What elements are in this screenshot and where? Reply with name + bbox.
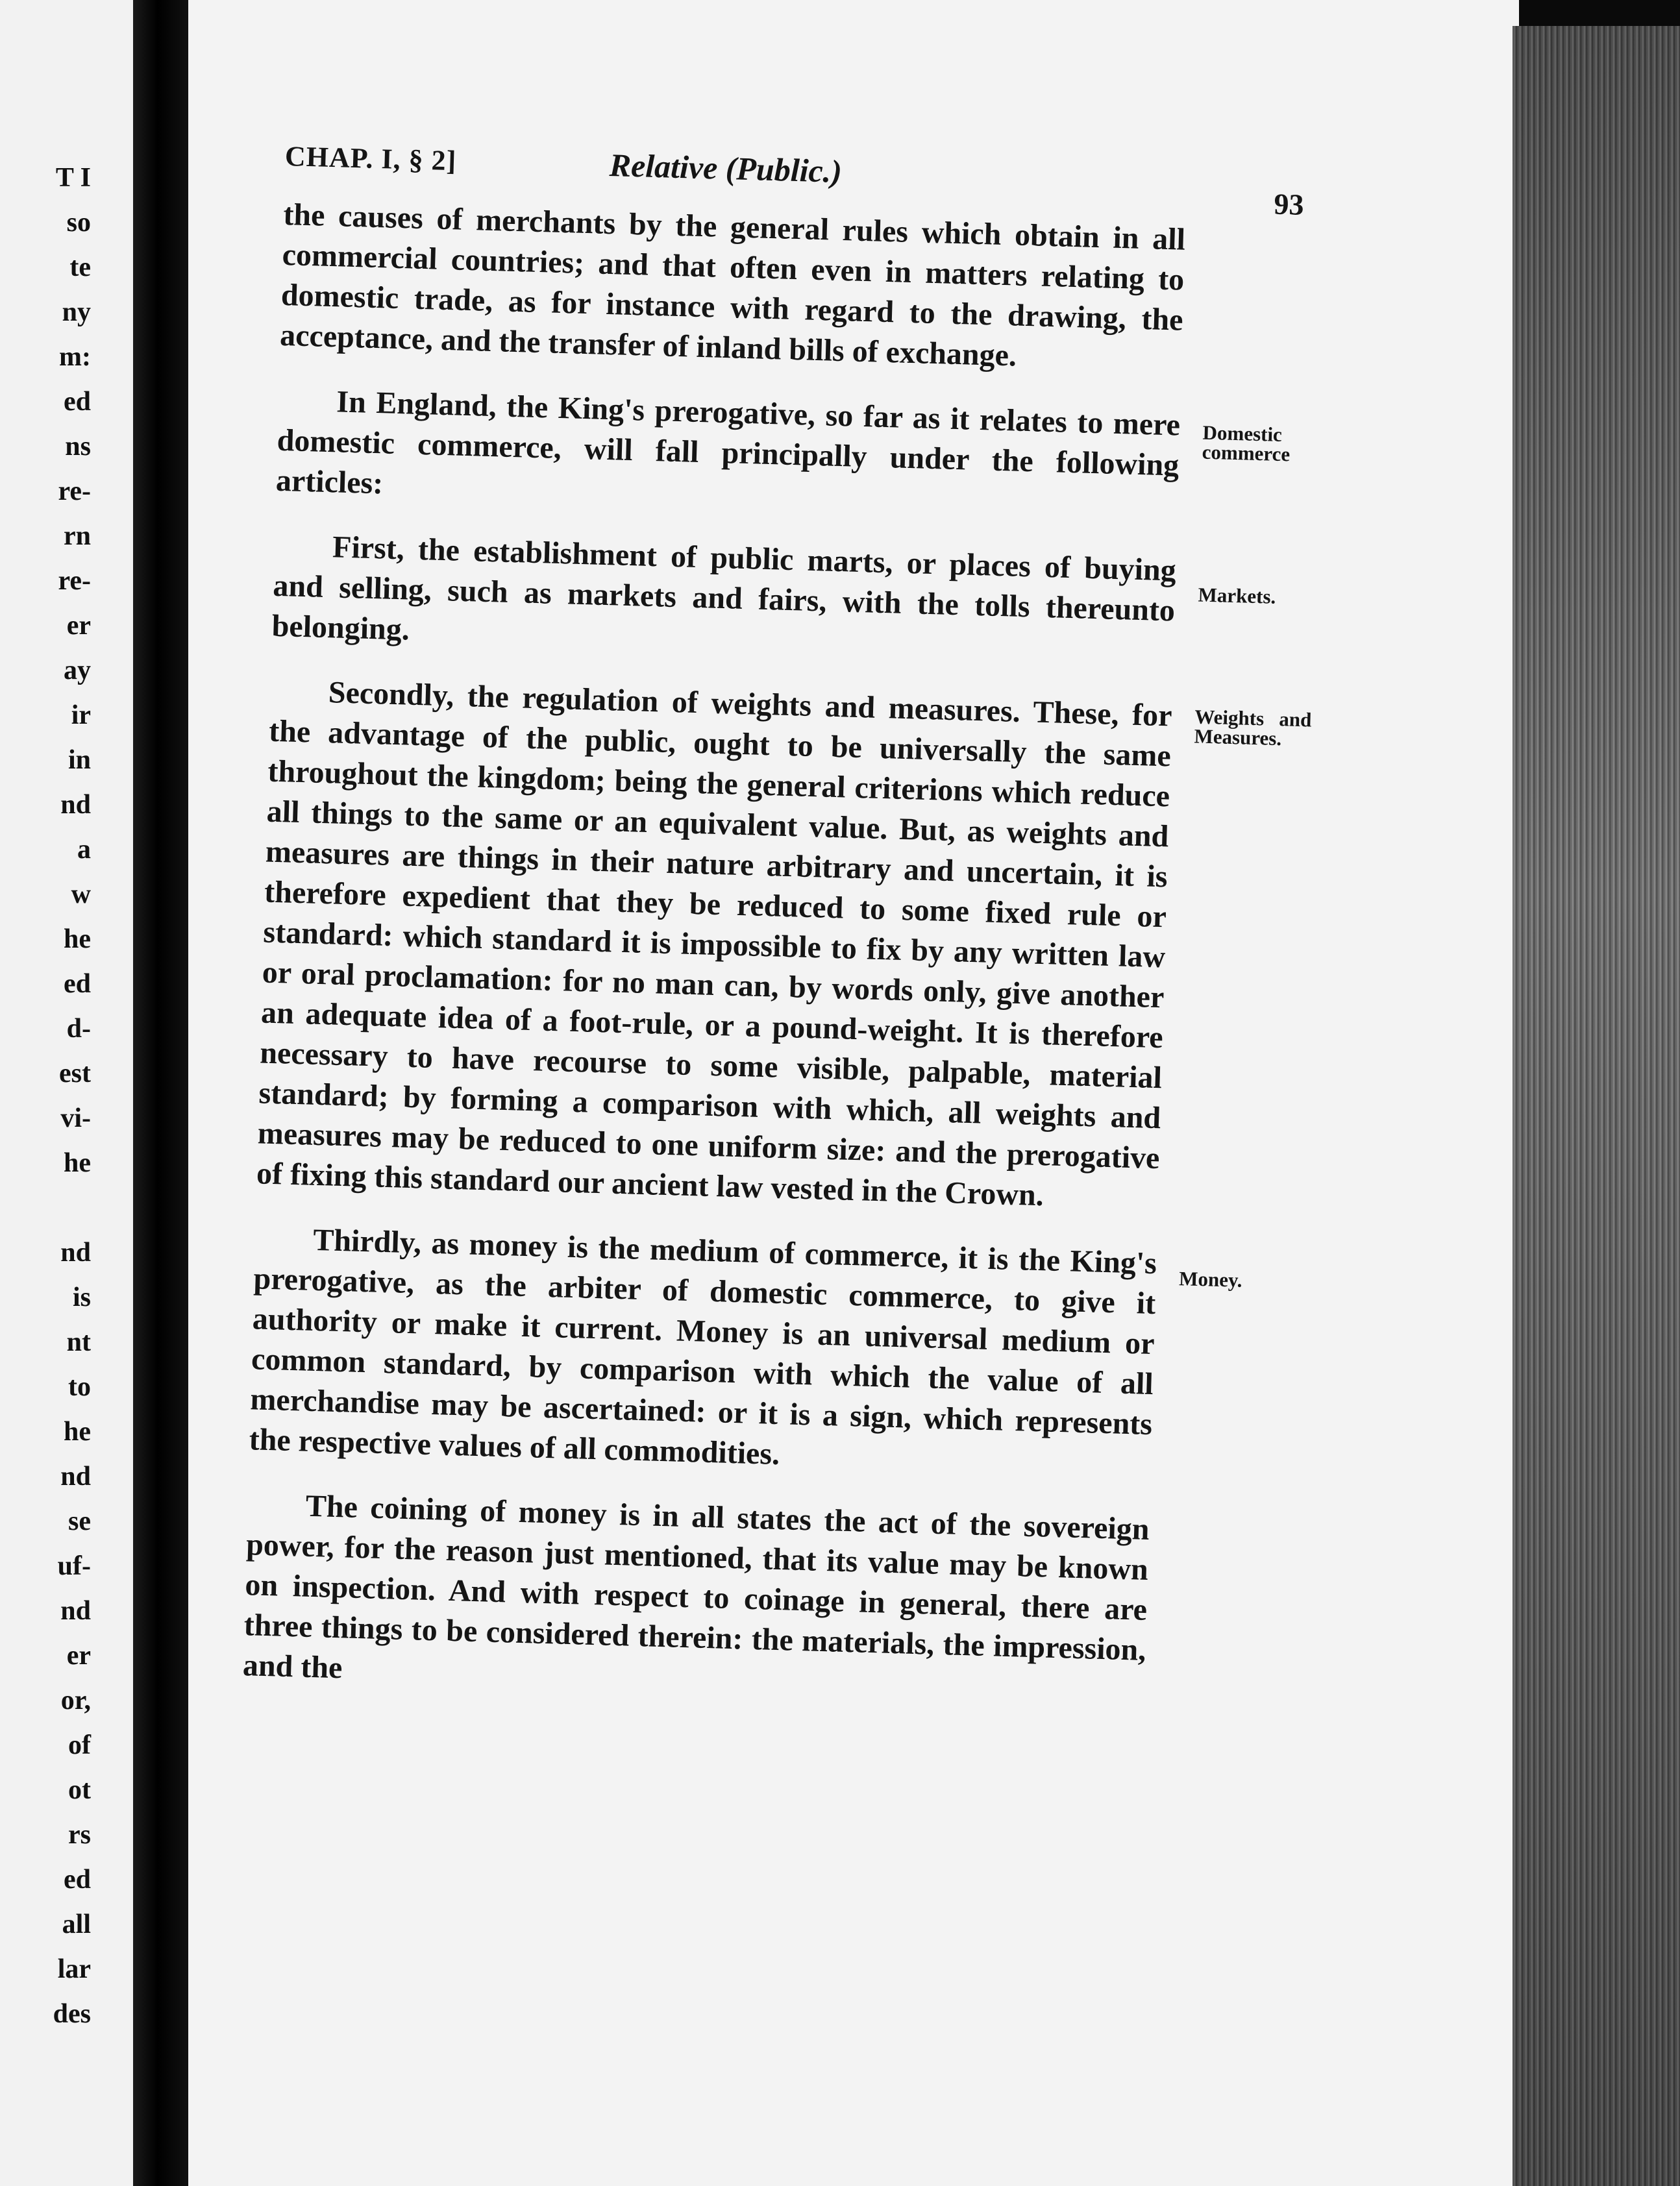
left-page-fragment: d- bbox=[66, 1014, 91, 1044]
page-number: 93 bbox=[1273, 187, 1305, 221]
left-page-fragment: lar bbox=[57, 1954, 91, 1984]
paragraph-text: The coining of money is in all states the act of the sovereign power, for the reason just mentioned, that its value may be known on inspection. And with respect to coinage in general, there are three things to be considered therein: the materials, the impression, and the bbox=[242, 1488, 1150, 1686]
left-page-fragment: so bbox=[66, 208, 91, 238]
left-page-fragment: vi- bbox=[60, 1103, 91, 1133]
paragraph bbox=[279, 195, 1185, 381]
paragraph bbox=[256, 671, 1312, 1219]
left-page-fragment: est bbox=[59, 1059, 91, 1088]
book-gutter bbox=[133, 0, 188, 2186]
paragraph-text: Secondly, the regulation of weights and measures. These, for the advantage of the public, ought to be universally the same throughout the kingdom; being the general criterions which reduce all things to the same or an equivalent value. But, as weights and measures are things in their nature arbitrary and uncertain, it is therefore expedient that they be reduced to some fixed rule or standard: which standard it is impossible to fix by any written law or oral proclamation: for no man can, by words only, give another an adequate idea of a foot-rule, or a pound-weight. It is therefore necessary to have recourse to some visible, palpable, material standard; by forming a comparison with which, all weights and measures may be reduced to one uniform size: and the prerogative of fixing this standard our ancient law vested in the Crown. bbox=[256, 675, 1173, 1213]
paragraph bbox=[242, 1484, 1150, 1711]
book-fore-edge-shade bbox=[1513, 26, 1680, 2186]
left-page-fragment: T I bbox=[55, 163, 91, 193]
paragraph bbox=[271, 526, 1276, 672]
left-page-fragment: ot bbox=[68, 1775, 91, 1805]
left-page-fragment: all bbox=[62, 1910, 91, 1939]
left-page-fragment: he bbox=[64, 1148, 91, 1178]
left-page-fragment: nd bbox=[60, 790, 91, 820]
left-page-fragment: is bbox=[72, 1283, 91, 1312]
left-page-fragment: he bbox=[64, 1417, 91, 1447]
left-page-fragment: ns bbox=[65, 432, 91, 461]
paragraph-text: the causes of merchants by the general rules which obtain in all commercial countries; and that often even in matters relating to domestic trade, as for instance with regard to the drawing, the acceptance, and the transfer of inland bills of exchange. bbox=[279, 197, 1186, 373]
margin-note-domestic-commerce: Domestic commerce bbox=[1202, 421, 1291, 466]
margin-note-markets: Markets. bbox=[1198, 583, 1276, 608]
left-page-fragment: nd bbox=[60, 1596, 91, 1626]
left-page-fragment: nd bbox=[60, 1462, 91, 1492]
left-page-fragment: nt bbox=[66, 1327, 91, 1357]
left-page-fragment: a bbox=[77, 835, 91, 865]
left-page-fragment: w bbox=[71, 879, 91, 909]
left-page-fragment: or, bbox=[60, 1686, 91, 1715]
left-page-fragment: re- bbox=[58, 566, 91, 596]
chapter-reference: CHAP. I, § 2] bbox=[284, 140, 457, 177]
left-page-fragment: des bbox=[53, 1999, 91, 2029]
running-title: Relative (Public.) bbox=[609, 146, 843, 190]
left-page-fragment: nd bbox=[60, 1238, 91, 1268]
paragraph bbox=[249, 1218, 1243, 1485]
margin-note-money: Money. bbox=[1178, 1267, 1243, 1292]
left-page-fragment: ed bbox=[64, 1865, 91, 1895]
left-page-fragment: rs bbox=[68, 1820, 91, 1850]
left-page-text-fragments bbox=[0, 156, 91, 2037]
left-page-fragment: re- bbox=[58, 476, 91, 506]
left-page-fragment: er bbox=[66, 611, 91, 641]
left-page-fragment: rn bbox=[64, 521, 91, 551]
left-page-fragment: to bbox=[68, 1372, 91, 1402]
page-content bbox=[241, 133, 1402, 1741]
left-page-fragment: ny bbox=[62, 297, 91, 327]
left-facing-page bbox=[0, 0, 133, 2186]
left-page-fragment: of bbox=[68, 1730, 91, 1760]
left-page-fragment: se bbox=[68, 1506, 91, 1536]
left-page-fragment: ed bbox=[64, 969, 91, 999]
paragraph-text: Thirdly, as money is the medium of commerce, it is the King's prerogative, as the arbiter of domestic commerce, to give it authority or make it current. Money is an universal medium or common standard, by comparison with which the value of all merchandise may be ascertained: or it is a sign, which represents the respective values of all commodities. bbox=[249, 1222, 1157, 1472]
paragraph-text: In England, the King's prerogative, so far as it relates to mere domestic commerce, will fall principally under the following articles: bbox=[275, 384, 1181, 501]
left-page-fragment bbox=[0, 1186, 91, 1231]
left-page-fragment: te bbox=[69, 252, 91, 282]
left-page-fragment: er bbox=[66, 1641, 91, 1671]
paragraph bbox=[275, 380, 1291, 526]
left-page-fragment: he bbox=[64, 924, 91, 954]
margin-note-weights-and-measures: Weights and Measures. bbox=[1194, 705, 1312, 750]
paragraph-text: First, the establishment of public marts, or places of buying and selling, such as markets and fairs, with the tolls thereunto belonging. bbox=[271, 530, 1177, 647]
left-page-fragment: ir bbox=[71, 700, 91, 730]
left-page-fragment: ed bbox=[64, 387, 91, 417]
left-page-fragment: uf- bbox=[57, 1551, 91, 1581]
left-page-fragment: ay bbox=[64, 656, 91, 685]
left-page-fragment: m: bbox=[59, 342, 91, 372]
left-page-fragment: in bbox=[68, 745, 91, 775]
